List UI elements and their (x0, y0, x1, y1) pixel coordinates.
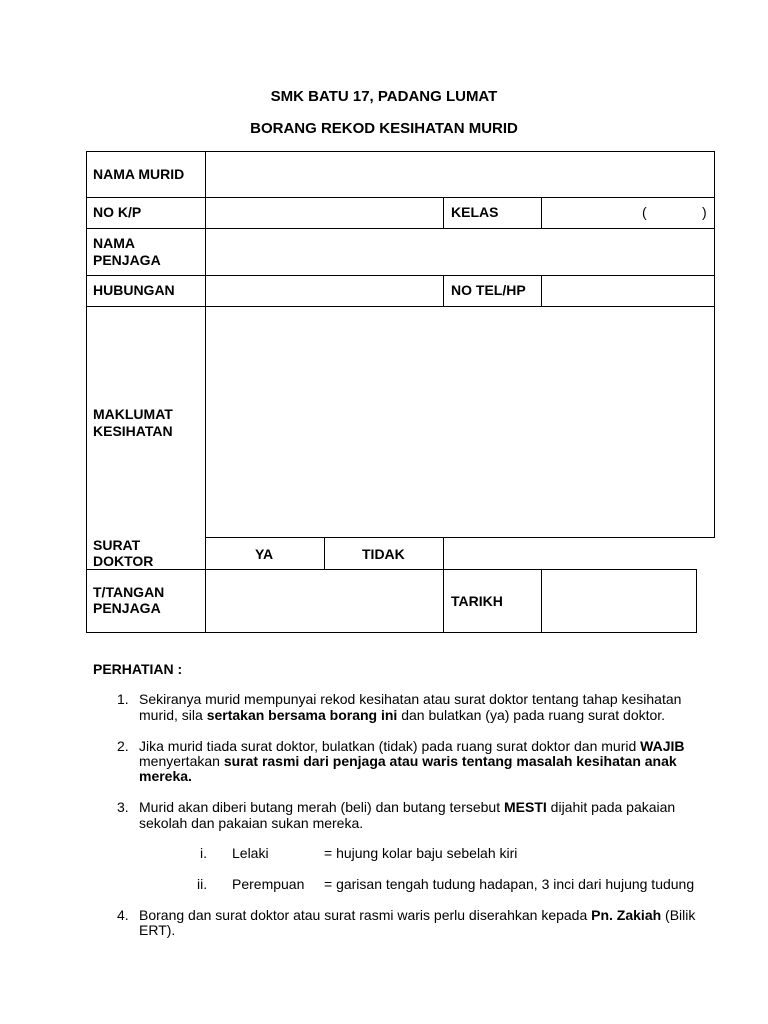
note-2-line-3 (139, 768, 192, 784)
note-2-line-2 (139, 753, 677, 769)
note-2-emphasis: WAJIB (640, 738, 685, 754)
note-3-line-1 (139, 799, 675, 815)
note-3-emphasis: MESTI (504, 799, 547, 815)
note-4-text: Borang dan surat doktor atau surat rasmi waris perlu diserahkan kepada (139, 907, 592, 923)
label-maklumat-2: KESIHATAN (93, 423, 173, 439)
note-1-line-1: Sekiranya murid mempunyai rekod kesihatan atau surat doktor tentang tahap kesihatan (139, 691, 682, 707)
label-nama-penjaga-2: PENJAGA (93, 252, 161, 268)
note-1-text-end: dan bulatkan (ya) pada ruang surat doktor. (397, 707, 666, 723)
note-2-number: 2. (117, 738, 129, 754)
option-tidak[interactable]: TIDAK (362, 546, 405, 562)
sub-i-label: Lelaki (232, 845, 269, 861)
sub-ii-label: Perempuan (232, 876, 305, 892)
note-1-number: 1. (117, 691, 129, 707)
note-4-line-1 (139, 907, 695, 923)
note-2-text: Jika murid tiada surat doktor, bulatkan (tidak) pada ruang surat doktor dan murid (139, 738, 641, 754)
label-ttangan-2: PENJAGA (93, 600, 161, 616)
label-ttangan-1: T/TANGAN (93, 584, 165, 600)
note-2-text-2: menyertakan (139, 753, 224, 769)
sub-i-text: = hujung kolar baju sebelah kiri (324, 845, 518, 861)
form-title: BORANG REKOD KESIHATAN MURID (250, 120, 518, 137)
label-nama-murid: NAMA MURID (93, 166, 185, 182)
note-1-line-2 (139, 707, 665, 723)
note-4-line-2: ERT). (139, 922, 176, 938)
note-1-text: murid, sila (139, 707, 207, 723)
kelas-paren-open: ( (642, 204, 647, 220)
label-tarikh: TARIKH (451, 593, 503, 609)
sub-ii-number: ii. (197, 876, 208, 892)
sub-i-number: i. (200, 845, 207, 861)
note-3-line-2: sekolah dan pakaian sukan mereka. (139, 815, 364, 831)
note-4-text-end: (Bilik (661, 907, 696, 923)
school-name: SMK BATU 17, PADANG LUMAT (270, 88, 498, 105)
note-3-text-end: dijahit pada pakaian (546, 799, 676, 815)
label-surat-1: SURAT (93, 537, 141, 553)
note-3-number: 3. (117, 799, 129, 815)
label-no-tel: NO TEL/HP (451, 282, 526, 298)
note-4-number: 4. (117, 907, 129, 923)
label-surat-2: DOKTOR (93, 553, 154, 569)
sub-ii-text: = garisan tengah tudung hadapan, 3 inci dari hujung tudung (324, 876, 695, 892)
label-kelas: KELAS (451, 204, 499, 220)
note-3-text: Murid akan diberi butang merah (beli) dan butang tersebut (139, 799, 504, 815)
label-no-kp: NO K/P (93, 204, 142, 220)
label-nama-penjaga-1: NAMA (93, 235, 135, 251)
note-2-emphasis-3: mereka. (139, 768, 192, 784)
notes-heading: PERHATIAN : (93, 661, 183, 677)
note-4-emphasis: Pn. Zakiah (591, 907, 662, 923)
note-2-line-1 (139, 738, 685, 754)
label-hubungan: HUBUNGAN (93, 282, 175, 298)
note-2-emphasis-2: surat rasmi dari penjaga atau waris tentang masalah kesihatan anak (223, 753, 677, 769)
note-1-emphasis: sertakan bersama borang ini (206, 707, 398, 723)
kelas-paren-close: ) (702, 204, 707, 220)
option-ya[interactable]: YA (255, 546, 274, 562)
label-maklumat-1: MAKLUMAT (93, 406, 173, 422)
